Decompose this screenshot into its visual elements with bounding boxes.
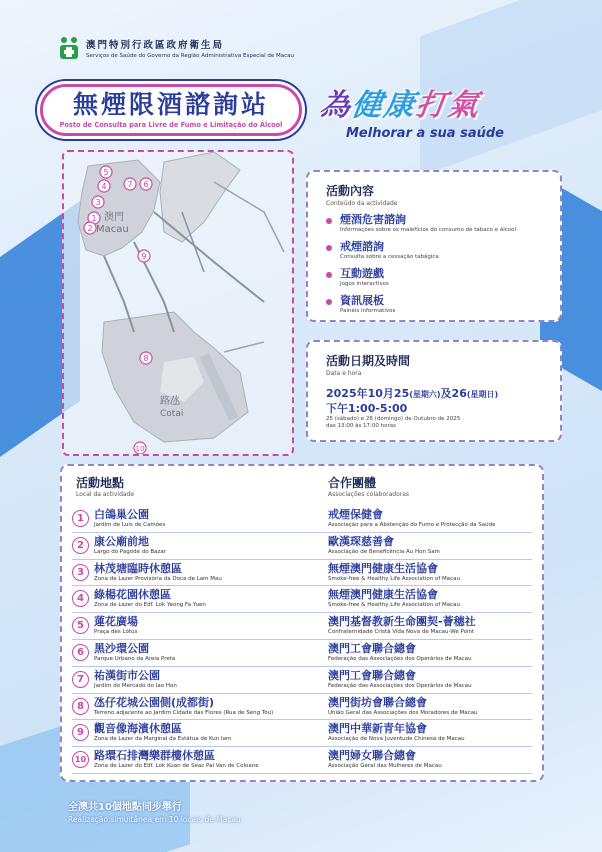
location-number: 5 [72, 617, 89, 634]
location-number: 3 [72, 564, 89, 581]
activity-content-heading-pt: Conteúdo da actividade [326, 200, 398, 207]
svg-text:9: 9 [141, 252, 147, 261]
table-row [72, 560, 532, 587]
bullet-icon [326, 218, 332, 224]
svg-text:6: 6 [143, 180, 149, 189]
location-name: 路環石排灣樂群樓休憩區 [94, 749, 215, 763]
location-name: 蓮花廣場 [94, 615, 138, 629]
svg-text:1: 1 [91, 214, 97, 223]
location-number: 2 [72, 537, 89, 554]
svg-text:5: 5 [103, 168, 109, 177]
partner-name: 無煙澳門健康生活協會 [328, 561, 438, 575]
partner-name-pt: Confraternidade Cristã Vida Nova de Macau-We Point [328, 629, 475, 636]
list-item: 煙酒危害諮詢 Informações sobre os malefícios do consumo de tabaco e álcool [326, 213, 552, 234]
location-number: 8 [72, 698, 89, 715]
table-row [72, 640, 532, 667]
location-name-pt: Zona de Lazer do Edf. Lok Yeong Fa Yuen [94, 602, 206, 609]
header [58, 34, 378, 62]
location-name: 黑沙環公園 [94, 641, 149, 655]
activity-content-panel [306, 170, 562, 322]
map-pin-7 [124, 178, 136, 190]
svg-text:7: 7 [127, 180, 133, 189]
page-title: 無煙限酒諮詢站 [72, 90, 269, 119]
partner-name: 澳門中華新青年協會 [328, 722, 427, 736]
health-bureau-logo-icon [58, 37, 80, 59]
activity-time: 下午1:00-5:00 [326, 402, 408, 415]
partner-name: 澳門基督教新生命團契-薈穗社 [328, 615, 476, 629]
map-pin-3 [92, 196, 104, 208]
partner-name-pt: Smoke-free & Healthy Life Association of Macau [328, 602, 461, 609]
activity-time-heading: 活動日期及時間 [326, 354, 411, 368]
bullet-icon [326, 245, 332, 251]
list-item: 戒煙諮詢 Consulta sobre a cessação tabágica [326, 240, 552, 261]
location-name-pt: Zona de Lazer do Edf. Lok Kuan de Seac Pai Van de Coloane [94, 763, 259, 770]
table-row [72, 586, 532, 613]
location-name-pt: Terreno adjacente ao Jardim Cidade das Flores (Rua de Seng Tou) [94, 709, 274, 716]
location-name: 觀音像海濱休憩區 [94, 722, 182, 736]
location-number: 7 [72, 671, 89, 688]
cotai-label-pt: Cotai [160, 409, 184, 419]
location-number: 4 [72, 590, 89, 607]
location-number: 1 [72, 510, 89, 527]
partner-name-pt: União Geral das Associações dos Moradores de Macau [328, 709, 478, 716]
table-row [72, 694, 532, 721]
partner-name: 澳門工會聯合總會 [328, 668, 416, 682]
location-name: 林茂塘臨時休憩區 [94, 561, 182, 575]
table-row [72, 720, 532, 747]
map-graphic [64, 152, 292, 454]
location-map [62, 150, 294, 456]
partner-name: 澳門工會聯合總會 [328, 641, 416, 655]
partner-column-heading: 合作團體 [328, 476, 377, 490]
location-name-pt: Zona de Lazer Provisória da Doca de Lam Mau [94, 575, 222, 582]
department-name-pt: Serviços de Saúde do Governo da Região Administrativa Especial de Macau [86, 53, 295, 59]
map-pin-4 [98, 180, 110, 192]
location-name-pt: Jardim do Mercado do Iao Hon [94, 682, 177, 689]
location-name: 祐漢街市公園 [94, 668, 160, 682]
table-row [72, 533, 532, 560]
partner-name-pt: Federação das Associações dos Operários de Macau [328, 655, 472, 662]
partner-name-pt: Federação das Associações dos Operários de Macau [328, 682, 472, 689]
location-name: 白鴿巢公園 [94, 508, 149, 521]
locations-table [60, 464, 544, 782]
department-name-zh: 澳門特別行政區政府衛生局 [86, 40, 225, 51]
partner-name: 澳門婦女聯合總會 [328, 749, 416, 763]
bullet-icon [326, 272, 332, 278]
activity-date-pt: 25 (sábado) e 26 (domingo) de Outubro de 2025 [326, 416, 461, 422]
location-column-heading: 活動地點 [76, 476, 125, 490]
table-row [72, 506, 532, 533]
location-name-pt: Parque Urbano da Areia Preta [94, 655, 176, 662]
location-name: 氹仔花城公園側(成都街) [94, 695, 215, 709]
macau-label-zh: 澳門 [104, 212, 124, 223]
svg-text:3: 3 [95, 198, 101, 207]
macau-label-pt: Macau [96, 224, 129, 235]
footer-note: 全澳共10個地點同步舉行 [68, 802, 182, 813]
table-header [72, 474, 532, 504]
partner-name: 戒煙保健會 [328, 508, 383, 521]
slogan-zh: 為健康打氣 [317, 88, 483, 123]
map-pin-10 [134, 442, 146, 454]
list-item: 資訊展板 Painéis informativos [326, 294, 552, 315]
partner-name-pt: Associação Geral das Mulheres de Macau [328, 763, 442, 770]
activity-time-panel [306, 340, 562, 442]
activity-content-heading: 活動內容 [326, 184, 375, 198]
table-row [72, 747, 532, 774]
list-item: 互動遊戲 Jogos interactivos [326, 267, 552, 288]
location-name: 康公廟前地 [94, 534, 149, 548]
location-number: 6 [72, 644, 89, 661]
page-title-pt: Posto de Consulta para Livre de Fumo e Limitação do Álcool [59, 121, 283, 129]
slogan-pt: Melhorar a sua saúde [346, 126, 504, 141]
partner-name: 澳門街坊會聯合總會 [328, 695, 427, 709]
location-name-pt: Zona de Lazer da Marginal da Estátua de Kun Iam [94, 736, 232, 743]
svg-text:8: 8 [143, 354, 149, 363]
svg-text:10: 10 [135, 445, 145, 453]
table-row [72, 613, 532, 640]
slogan [317, 88, 570, 158]
map-pin-6 [140, 178, 152, 190]
activity-time-heading-pt: Data e hora [326, 370, 362, 377]
bullet-icon [326, 299, 332, 305]
activity-date: 2025年10月25(星期六)及26(星期日) [326, 387, 499, 400]
partner-name: 歐漢琛慈善會 [328, 534, 394, 548]
partner-name-pt: Associação para a Abstenção do Fumo e Protecção da Saúde [328, 522, 496, 528]
partner-name: 無煙澳門健康生活協會 [328, 588, 438, 602]
partner-name-pt: Associação de Nova Juventude Chinesa de Macau [328, 736, 465, 743]
title-badge [40, 84, 302, 136]
partner-name-pt: Smoke-free & Healthy Life Association of Macau [328, 575, 461, 582]
map-pin-9 [138, 250, 150, 262]
location-name-pt: Largo do Pagode do Bazar [94, 548, 166, 555]
location-column-heading-pt: Local da actividade [76, 491, 135, 498]
footer [68, 798, 241, 824]
location-name-pt: Jardim de Luís de Camões [94, 522, 166, 528]
svg-text:2: 2 [87, 224, 93, 233]
map-pin-5 [100, 166, 112, 178]
location-number: 9 [72, 724, 89, 741]
cotai-label-zh: 路氹 [160, 396, 180, 407]
partner-name-pt: Associação de Beneficência Au Hon Sam [328, 548, 440, 555]
location-number: 10 [72, 751, 89, 768]
svg-text:4: 4 [101, 182, 107, 191]
location-name: 綠楊花園休憩區 [94, 588, 171, 602]
table-row [72, 667, 532, 694]
activity-time-pt: das 13:00 às 17:00 horas [326, 423, 397, 429]
map-pin-8 [140, 352, 152, 364]
partner-column-heading-pt: Associações colaboradoras [328, 491, 410, 498]
footer-note-pt: Realização simultânea em 10 locais de Macau [68, 815, 241, 824]
location-name-pt: Praça des Lótus [94, 629, 138, 636]
map-pin-2 [84, 222, 96, 234]
